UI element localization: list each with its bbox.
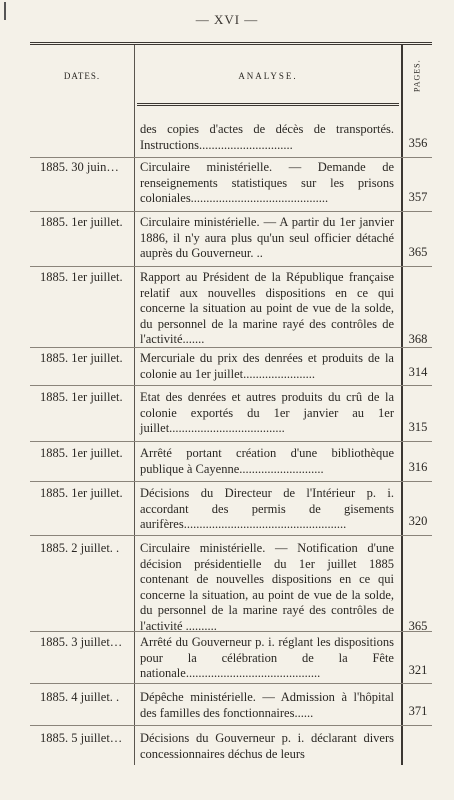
table-row (30, 270, 432, 350)
row-separator (30, 631, 432, 632)
entry-analysis: des copies d'actes de décès de transportés. Instructions.............................. (140, 122, 394, 152)
entry-page: 365 (408, 619, 428, 633)
entry-analysis: Rapport au Président de la République française relatif aux nouvelles dispositions en ce qui concerne la situation au point de vue de la solde, du personnel de la marine rayé des contrôles de l'activité....... (140, 270, 394, 347)
table-row (30, 351, 432, 383)
header-rule (137, 103, 399, 106)
row-separator (30, 481, 432, 482)
table-row (30, 731, 432, 763)
table-row (30, 690, 432, 722)
page-number: — XVI — (195, 12, 259, 27)
entry-date: 1885. 1er juillet. (40, 351, 123, 365)
row-separator (30, 535, 432, 536)
entry-date: 1885. 30 juin… (40, 160, 119, 174)
entry-analysis: Décisions du Directeur de l'Intérieur p. i. accordant des permis de gisements aurifères.................................................... (140, 486, 394, 532)
table-row (30, 446, 432, 478)
row-separator (30, 266, 432, 267)
table-row (30, 390, 432, 438)
table-row (30, 486, 432, 534)
entry-page: 371 (408, 704, 428, 718)
entry-analysis: Circulaire ministérielle. — Demande de renseignements statistiques sur les prisons coloniales............................................ (140, 160, 394, 206)
row-separator (30, 157, 432, 158)
entry-date: 1885. 1er juillet. (40, 270, 123, 284)
entry-analysis: Arrêté du Gouverneur p. i. réglant les dispositions pour la célébration de la Fête nationale........................................... (140, 635, 394, 681)
header-pages: PAGES. (412, 59, 422, 93)
entry-analysis: Mercuriale du prix des denrées et produits de la colonie au 1er juillet....................... (140, 351, 394, 381)
entry-page: 357 (408, 190, 428, 204)
row-separator (30, 347, 432, 348)
entry-analysis: Décisions du Gouverneur p. i. déclarant divers concessionnaires déchus de leurs (140, 731, 394, 761)
entry-page: 316 (408, 460, 428, 474)
entry-page: 315 (408, 420, 428, 434)
table-row (30, 635, 432, 683)
index-table (30, 42, 432, 765)
entry-date: 1885. 3 juillet… (40, 635, 123, 649)
entry-analysis: Circulaire ministérielle. — A partir du 1er janvier 1886, il n'y aura plus qu'un seul officier détaché auprès du Gouverneur. .. (140, 215, 394, 261)
row-separator (30, 725, 432, 726)
entry-date: 1885. 2 juillet. . (40, 541, 120, 555)
table-row (30, 541, 432, 635)
table-row (30, 122, 432, 154)
entry-date: 1885. 1er juillet. (40, 390, 123, 404)
entry-page: 356 (408, 136, 428, 150)
entry-page: 320 (408, 514, 428, 528)
entry-page: 321 (408, 663, 428, 677)
table-row (30, 215, 432, 263)
entry-date: 1885. 1er juillet. (40, 446, 123, 460)
header-analyse: ANALYSE. (238, 71, 298, 81)
entry-analysis: Dépêche ministérielle. — Admission à l'hôpital des familles des fonctionnaires...... (140, 690, 394, 720)
entry-page: 368 (408, 332, 428, 346)
table-row (30, 160, 432, 208)
row-separator (30, 211, 432, 212)
entry-page: 314 (408, 365, 428, 379)
row-separator (30, 441, 432, 442)
entry-page: 365 (408, 245, 428, 259)
table-header (30, 45, 432, 103)
entry-analysis: Arrêté portant création d'une bibliothèque publique à Cayenne........................... (140, 446, 394, 476)
entry-date: 1885. 5 juillet… (40, 731, 123, 745)
row-separator (30, 385, 432, 386)
entry-date: 1885. 1er juillet. (40, 215, 123, 229)
entry-date: 1885. 4 juillet. . (40, 690, 120, 704)
header-dates: DATES. (63, 71, 101, 81)
row-separator (30, 683, 432, 684)
entry-analysis: Etat des denrées et autres produits du crû de la colonie exportés du 1er janvier au 1er juillet..................................... (140, 390, 394, 436)
entry-date: 1885. 1er juillet. (40, 486, 123, 500)
entry-analysis: Circulaire ministérielle. — Notification d'une décision présidentielle du 1er juillet 1885 contenant de nouvelles dispositions en ce qui concerne la situation, au point de vue de la solde, du personnel de la marine rayé des contrôles de l'activité .......... (140, 541, 394, 633)
